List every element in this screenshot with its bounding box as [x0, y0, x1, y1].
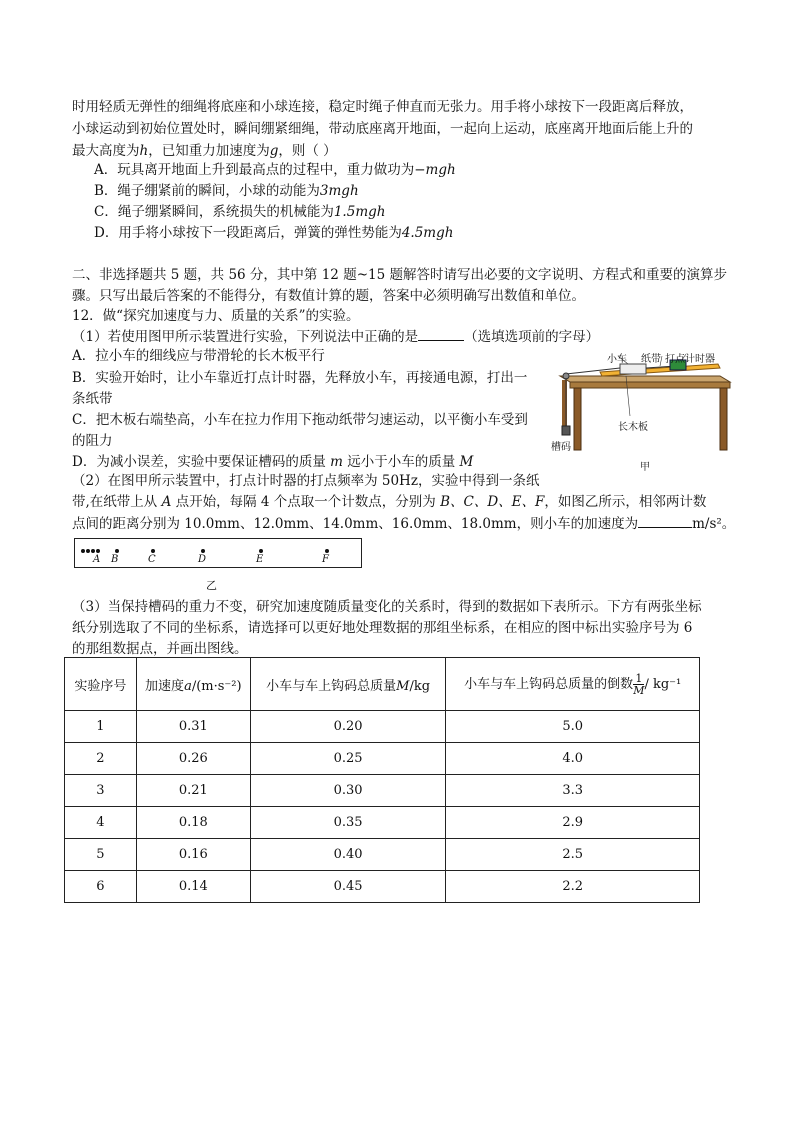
cell-inverse-mass: 4.0	[446, 743, 700, 775]
tape-dot	[91, 549, 95, 553]
table-row	[65, 807, 700, 839]
point-A: A	[161, 494, 172, 510]
prompt-text: ，如图乙所示，相邻两计数	[544, 494, 707, 510]
table-row	[65, 839, 700, 871]
q12-option-b-line-2: 条纸带	[72, 391, 113, 407]
q12-title: 12．做“探究加速度与力、质量的关系”的实验。	[72, 308, 360, 324]
table-leg	[720, 388, 727, 450]
q12-part3-line-1: （3）当保持槽码的重力不变，研究加速度随质量变化的关系时，得到的数据如下表所示。下方有两张坐标	[72, 599, 702, 615]
cell-index: 2	[65, 743, 137, 775]
option-value: 4.5mgh	[401, 225, 454, 241]
table-leg	[574, 388, 581, 450]
unit-text: m/s²。	[692, 516, 736, 532]
cell-mass: 0.35	[250, 807, 446, 839]
var-m: m	[330, 454, 343, 470]
cell-inverse-mass: 3.3	[446, 775, 700, 807]
cell-acceleration: 0.16	[136, 839, 250, 871]
label-car: 小车	[607, 354, 627, 365]
figure-yi-paper-tape	[74, 538, 362, 568]
option-text: 远小于小车的质量	[347, 454, 456, 470]
tape-dot	[86, 549, 90, 553]
cell-acceleration: 0.18	[136, 807, 250, 839]
header-text: 加速度	[145, 678, 185, 694]
option-text: D．为减小误差，实验中要保证槽码的质量	[72, 454, 326, 470]
figure-jia-apparatus	[548, 346, 738, 474]
q11-line-2: 小球运动到初始位置处时，瞬间绷紧细绳，带动底座离开地面，一起向上运动，底座离开地面后能上升的	[72, 121, 693, 137]
header-mass	[250, 658, 446, 711]
hook-weight	[562, 426, 570, 435]
figure-jia-caption: 甲	[640, 462, 650, 473]
var-a: a	[184, 678, 192, 694]
cell-mass: 0.30	[250, 775, 446, 807]
q11-option-b	[94, 181, 359, 201]
tape-label-b: B	[111, 554, 119, 565]
header-inverse-mass	[446, 658, 700, 711]
q12-option-b-line-1: B．实验开始时，让小车靠近打点计时器，先释放小车，再接通电源，打出一	[72, 370, 528, 386]
cell-index: 5	[65, 839, 137, 871]
answer-blank[interactable]	[638, 513, 692, 528]
cell-inverse-mass: 2.5	[446, 839, 700, 871]
q12-part3-line-3: 的那组数据点，并画出图线。	[72, 641, 248, 657]
q11-line-1: 时用轻质无弹性的细绳将底座和小球连接，稳定时绳子伸直而无张力。用手将小球按下一段距离后释放，	[72, 99, 693, 115]
tape-label-f: F	[322, 554, 329, 565]
header-text: 小车与车上钩码总质量的倒数	[464, 676, 634, 692]
section2-line-1: 二、非选择题共 5 题，共 56 分，其中第 12 题~15 题解答时请写出必要的文字说明、方程式和重要的演算步	[72, 267, 727, 283]
fraction-numerator: 1	[633, 673, 644, 685]
table-header-row	[65, 658, 700, 711]
q11-line-3	[72, 141, 337, 161]
option-value: 3mgh	[319, 183, 359, 199]
tape-label-c: C	[148, 554, 156, 565]
tape-label-d: D	[198, 554, 207, 565]
cell-index: 4	[65, 807, 137, 839]
q12-part2-line-1: （2）在图甲所示装置中，打点计时器的打点频率为 50Hz，实验中得到一条纸	[72, 473, 540, 489]
q11-var-h: h	[139, 143, 149, 159]
q11-text: 最大高度为	[72, 143, 140, 159]
option-text: B．绳子绷紧前的瞬间，小球的动能为	[94, 183, 320, 199]
cell-index: 6	[65, 871, 137, 903]
q11-option-a	[94, 160, 456, 180]
prompt-text: （选填选项前的字母）	[464, 329, 600, 345]
cell-mass: 0.20	[250, 711, 446, 743]
header-acceleration	[136, 658, 250, 711]
q12-part1-prompt	[72, 326, 599, 347]
cell-acceleration: 0.21	[136, 775, 250, 807]
tape-dot	[259, 549, 263, 553]
q12-part2-line-3	[72, 513, 735, 534]
option-text: A．玩具离开地面上升到最高点的过程中，重力做功为	[94, 162, 415, 178]
unit-text: / kg⁻¹	[644, 676, 682, 692]
points-list: B、C、D、E、F	[440, 494, 545, 510]
prompt-text: （1）若使用图甲所示装置进行实验，下列说法中正确的是	[72, 329, 419, 345]
q11-option-d	[94, 223, 453, 243]
q12-part3-line-2: 纸分别选取了不同的坐标系，请选择可以更好地处理数据的那组坐标系，在相应的图中标出实验序号为 6	[72, 620, 693, 636]
label-weight: 槽码	[551, 442, 571, 453]
fraction-denominator: M	[633, 683, 645, 697]
table-row	[65, 711, 700, 743]
var-M: M	[459, 454, 474, 470]
unit-text: /kg	[409, 678, 431, 694]
option-text: C．绳子绷紧瞬间，系统损失的机械能为	[94, 204, 334, 220]
var-M: M	[396, 678, 410, 694]
label-timer: 打点计时器	[665, 354, 715, 365]
fraction-1-over-M	[633, 673, 644, 696]
q11-option-c	[94, 202, 385, 222]
data-table	[64, 657, 700, 903]
table-top	[560, 376, 730, 382]
tape-label-e: E	[256, 554, 264, 565]
q11-text: ，则（ ）	[278, 143, 337, 159]
option-text: D．用手将小球按下一段距离后，弹簧的弹性势能为	[94, 225, 402, 241]
table-row	[65, 775, 700, 807]
tape-label-a: A	[93, 554, 101, 565]
q12-option-c-line-2: 的阻力	[72, 433, 113, 449]
cell-acceleration: 0.26	[136, 743, 250, 775]
tape-dot	[96, 549, 100, 553]
tape-dot	[325, 549, 329, 553]
cell-acceleration: 0.31	[136, 711, 250, 743]
q12-option-a: A．拉小车的细线应与带滑轮的长木板平行	[72, 348, 325, 364]
cell-inverse-mass: 2.2	[446, 871, 700, 903]
label-board: 长木板	[618, 422, 648, 433]
section2-line-2: 骤。只写出最后答案的不能得分，有数值计算的题，答案中必须明确写出数值和单位。	[72, 288, 585, 304]
cell-mass: 0.45	[250, 871, 446, 903]
header-index: 实验序号	[65, 658, 137, 711]
q12-option-c-line-1: C．把木板右端垫高，小车在拉力作用下拖动纸带匀速运动，以平衡小车受到	[72, 412, 528, 428]
q12-option-d	[72, 452, 473, 472]
label-tape: 纸带	[641, 354, 661, 365]
cart	[620, 364, 646, 374]
figure-yi-caption: 乙	[206, 579, 217, 592]
table-edge	[570, 382, 730, 388]
cell-index: 3	[65, 775, 137, 807]
cell-mass: 0.40	[250, 839, 446, 871]
option-value: 1.5mgh	[333, 204, 386, 220]
tape-dot	[151, 549, 155, 553]
tape-dot	[201, 549, 205, 553]
cell-inverse-mass: 2.9	[446, 807, 700, 839]
tape-dot	[115, 549, 119, 553]
header-text: 小车与车上钩码总质量	[266, 678, 397, 694]
q11-text: ，已知重力加速度为	[148, 143, 270, 159]
q12-part2-line-2	[72, 492, 706, 512]
prompt-text: 点间的距离分别为 10.0mm、12.0mm、14.0mm、16.0mm、18.0mm，则小车的加速度为	[72, 516, 639, 532]
cell-acceleration: 0.14	[136, 871, 250, 903]
cell-inverse-mass: 5.0	[446, 711, 700, 743]
prompt-text: 点开始，每隔 4 个点取一个计数点，分别为	[175, 494, 436, 510]
tape-dot	[81, 549, 85, 553]
option-value: −mgh	[414, 162, 456, 178]
cell-index: 1	[65, 711, 137, 743]
cell-mass: 0.25	[250, 743, 446, 775]
prompt-text: 带,在纸带上从	[72, 494, 158, 510]
answer-blank[interactable]	[418, 326, 464, 341]
unit-text: /(m·s⁻²)	[191, 678, 242, 694]
table-row	[65, 871, 700, 903]
table-row	[65, 743, 700, 775]
q11-var-g: g	[269, 143, 279, 159]
